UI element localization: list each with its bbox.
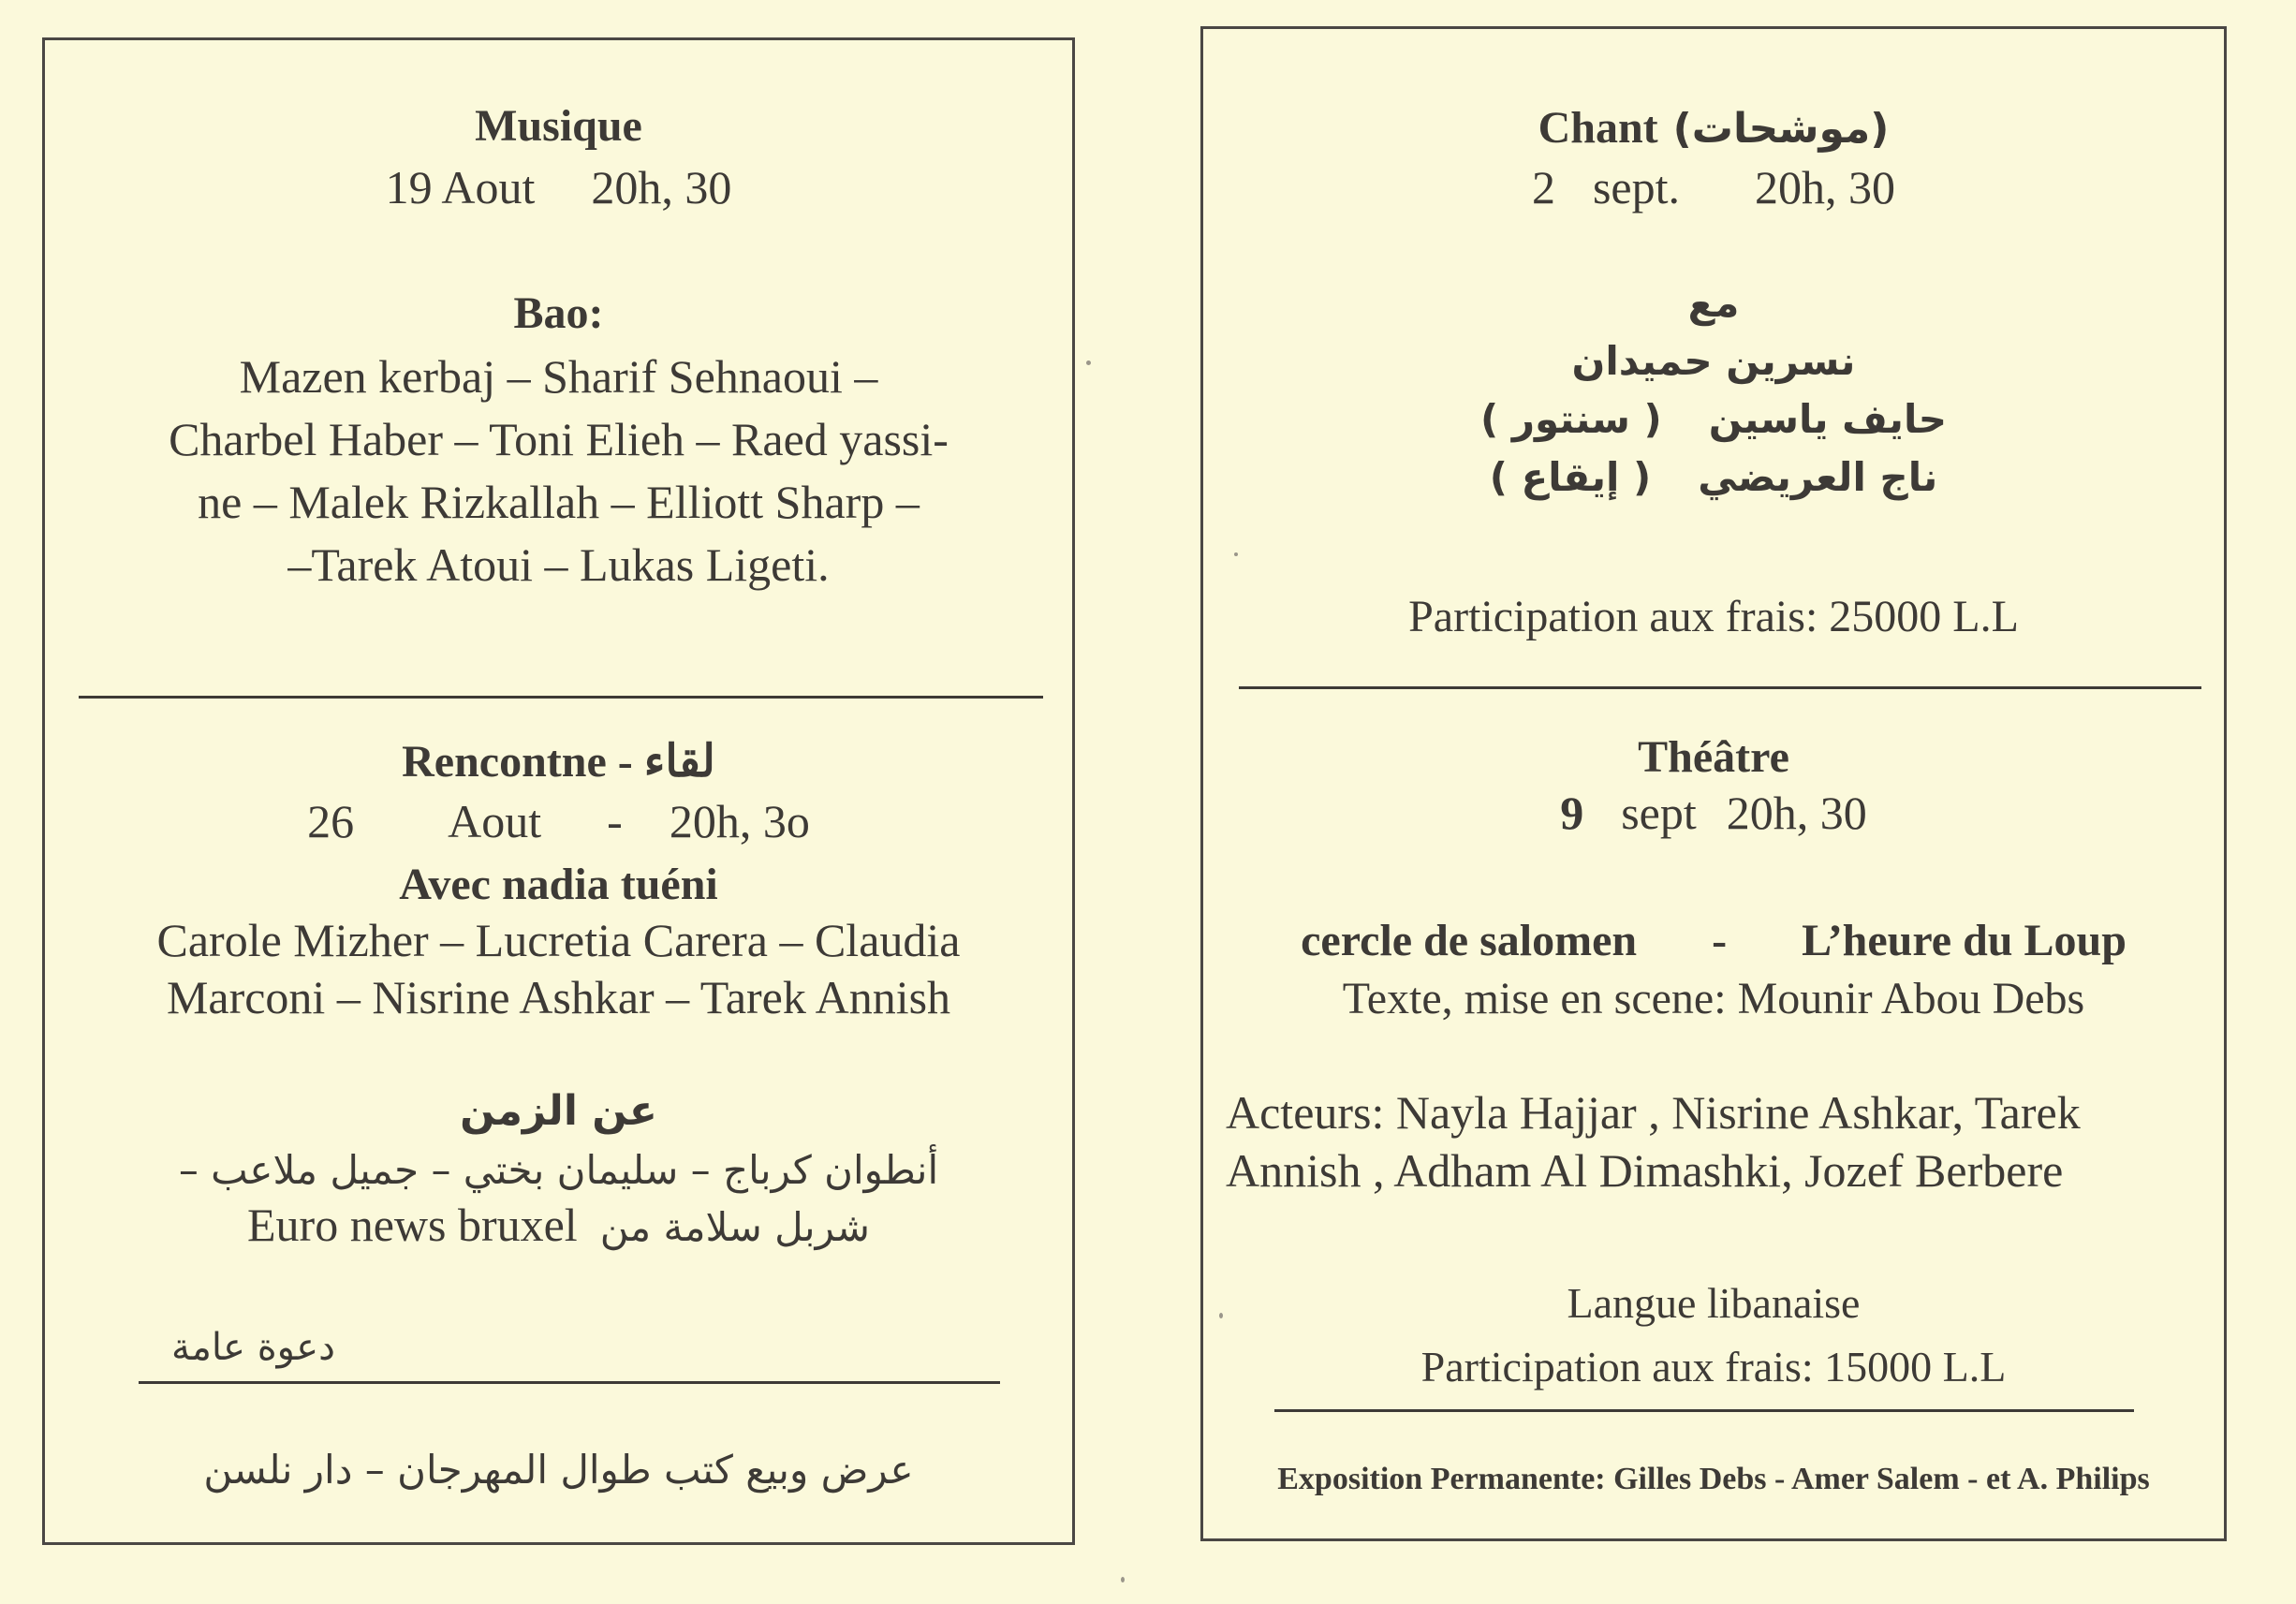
- chant-musician-2: [1203, 454, 2224, 500]
- chant-datetime: [1203, 160, 2224, 214]
- rencontre-time: 20h, 3o: [669, 795, 810, 847]
- theatre-company: cercle de salomen: [1301, 916, 1638, 965]
- theatre-play-line: [1203, 915, 2224, 966]
- chant-musician-1-instrument: ( سنتور ): [1480, 396, 1662, 442]
- rencontre-host: Avec nadia tuéni: [399, 860, 718, 909]
- musique-line-4: –Tarek Atoui – Lukas Ligeti.: [287, 538, 830, 591]
- scan-speck: [1219, 1313, 1223, 1318]
- scan-speck: [1234, 552, 1238, 556]
- section-divider: [139, 1381, 1000, 1384]
- chant-month: sept.: [1592, 161, 1681, 213]
- chant-title: [1203, 102, 2224, 154]
- chant-musician-1: [1203, 396, 2224, 442]
- theatre-play-title: L’heure du Loup: [1802, 916, 2127, 965]
- left-program-card: [42, 37, 1075, 1545]
- chant-fee: Participation aux frais: 25000 L.L: [1408, 592, 2019, 641]
- rencontre-day: 26: [307, 795, 355, 847]
- musique-title: Musique: [475, 101, 642, 151]
- time-section-line-2-ar: شربل سلامة من: [599, 1204, 870, 1250]
- time-section-title: عن الزمن: [460, 1087, 657, 1135]
- chant-with: مع: [1687, 280, 1740, 326]
- footer-text: عرض وبيع كتب طوال المهرجان – دار نلسن: [203, 1447, 914, 1493]
- chant-musician-2-instrument: ( إيقاع ): [1489, 454, 1652, 500]
- musique-datetime: [45, 160, 1072, 214]
- theatre-language: Langue libanaise: [1567, 1279, 1861, 1327]
- theatre-day: 9: [1560, 787, 1584, 839]
- exposition-text: Exposition Permanente: Gilles Debs - Amer Salem - et A. Philips: [1277, 1462, 2150, 1496]
- theatre-fee: Participation aux frais: 15000 L.L: [1420, 1343, 2007, 1391]
- scan-speck: [1121, 1577, 1125, 1582]
- section-divider: [1274, 1409, 2134, 1412]
- rencontre-title: Rencontne - لقاء: [402, 737, 715, 787]
- theatre-title: Théâtre: [1638, 732, 1789, 782]
- theatre-month: sept: [1621, 787, 1697, 839]
- chant-musician-1-name: حايف ياسين: [1708, 396, 1947, 442]
- theatre-time: 20h, 30: [1726, 787, 1867, 839]
- scan-speck: [1086, 361, 1091, 365]
- section-divider: [1239, 686, 2201, 689]
- chant-title-fr: Chant: [1538, 103, 1658, 153]
- time-section-line-2: [45, 1198, 1072, 1252]
- musique-line-1: Mazen kerbaj – Sharif Sehnaoui –: [239, 350, 878, 403]
- time-section-line-1: أنطوان كرباج – سليمان بختي – جميل ملاعب –: [178, 1147, 939, 1193]
- chant-title-ar: (موشحات): [1672, 105, 1890, 153]
- musique-line-2: Charbel Haber – Toni Elieh – Raed yassi-: [169, 413, 949, 465]
- theatre-actors-line-1: Acteurs: Nayla Hajjar , Nisrine Ashkar, Tarek: [1226, 1086, 2081, 1139]
- musique-date: 19 Aout: [385, 161, 536, 213]
- chant-musician-2-name: ناج العريضي: [1698, 454, 1938, 500]
- rencontre-datetime: [45, 794, 1072, 848]
- chant-time: 20h, 30: [1755, 161, 1896, 213]
- time-section-line-2-fr: Euro news bruxel: [247, 1199, 578, 1251]
- rencontre-month: Aout: [448, 795, 542, 847]
- rencontre-line-1: Carole Mizher – Lucretia Carera – Claudia: [156, 914, 961, 966]
- musique-line-3: ne – Malek Rizkallah – Elliott Sharp –: [198, 476, 920, 528]
- theatre-dash: -: [1712, 916, 1728, 965]
- chant-singer: نسرين حميدان: [1571, 338, 1856, 384]
- right-program-card: [1200, 26, 2227, 1541]
- musique-time: 20h, 30: [591, 161, 732, 213]
- rencontre-dash: -: [607, 795, 623, 847]
- musique-group: Bao:: [513, 288, 604, 338]
- invitation-text: دعوة عامة: [171, 1326, 335, 1369]
- rencontre-line-2: Marconi – Nisrine Ashkar – Tarek Annish: [166, 971, 951, 1023]
- chant-day: 2: [1531, 161, 1555, 213]
- theatre-credits: Texte, mise en scene: Mounir Abou Debs: [1342, 974, 2085, 1023]
- theatre-datetime: [1203, 786, 2224, 840]
- theatre-actors-line-2: Annish , Adham Al Dimashki, Jozef Berbere: [1226, 1144, 2064, 1197]
- section-divider: [79, 696, 1043, 699]
